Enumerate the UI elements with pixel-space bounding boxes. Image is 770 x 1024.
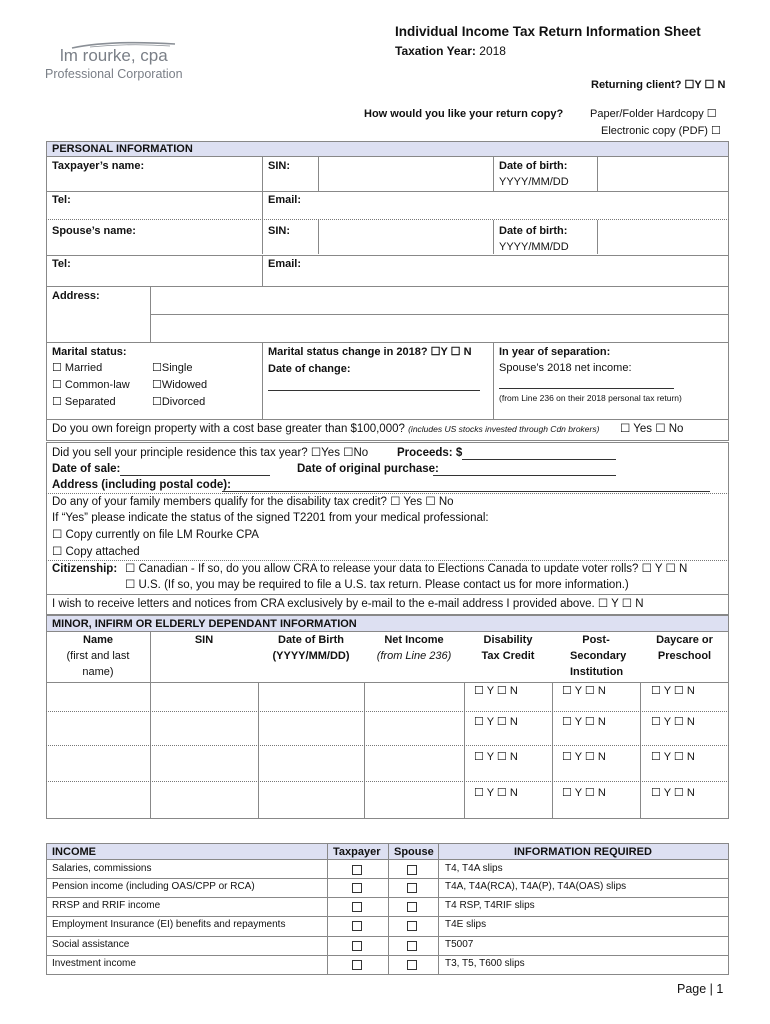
taxpayer-checkbox[interactable] [352, 960, 362, 970]
income-heading: INCOME [52, 846, 96, 858]
income-row-info: T4, T4A slips [445, 863, 503, 874]
date-of-change-label: Date of change: [268, 363, 351, 375]
single-checkbox[interactable]: ☐Single [152, 362, 193, 374]
col-sin-header: SIN [194, 634, 214, 646]
divorced-checkbox[interactable]: ☐Divorced [152, 396, 206, 408]
disability-if-yes: If “Yes” please indicate the status of the signed T2201 from your medical professional: [52, 512, 489, 524]
separated-checkbox[interactable]: ☐ Separated [52, 396, 116, 408]
disability-yn[interactable]: ☐ Y ☐ N [474, 716, 518, 728]
taxpayer-checkbox[interactable] [352, 902, 362, 912]
copy-on-file-checkbox[interactable]: ☐ Copy currently on file LM Rourke CPA [52, 529, 259, 541]
address-postal-input[interactable] [222, 491, 710, 492]
copy-question: How would you like your return copy? [364, 108, 564, 120]
income-row-info: T3, T5, T600 slips [445, 958, 525, 969]
page-title: Individual Income Tax Return Information Sheet [395, 24, 701, 39]
income-row-label: Pension income (including OAS/CPP or RCA) [52, 881, 255, 892]
page-number: Page | 1 [677, 982, 724, 996]
spouse-dob-label: Date of birth: [499, 225, 568, 237]
spouse-checkbox[interactable] [407, 941, 417, 951]
col-disability-header: Disability Tax Credit [481, 634, 535, 662]
spouse-email-label: Email: [268, 258, 302, 270]
income-row-label: RRSP and RRIF income [52, 900, 161, 911]
spouse-net-income-input[interactable] [499, 388, 674, 389]
foreign-property-question: Do you own foreign property with a cost base greater than $100,000? (includes US stocks invested through Cdn brokers) [52, 423, 600, 435]
citizenship-label: Citizenship: [52, 563, 118, 575]
proceeds-label: Proceeds: $ [397, 447, 463, 459]
address-line-1[interactable] [151, 287, 728, 314]
taxation-year: Taxation Year: 2018 [395, 44, 506, 58]
foreign-property-options[interactable]: ☐ Yes ☐ No [620, 423, 684, 435]
citizen-canadian-checkbox[interactable]: ☐ Canadian - If so, do you allow CRA to release your data to Elections Canada to update voter rolls? ☐ Y ☐ N [125, 563, 688, 575]
disability-yn[interactable]: ☐ Y ☐ N [474, 787, 518, 799]
daycare-yn[interactable]: ☐ Y ☐ N [651, 685, 695, 697]
income-row-info: T4E slips [445, 919, 487, 930]
taxpayer-sin-label: SIN: [268, 160, 290, 172]
marital-change-question[interactable]: Marital status change in 2018? ☐Y ☐ N [268, 346, 472, 358]
returning-client[interactable]: Returning client? ☐Y ☐ N [591, 79, 726, 91]
taxpayer-checkbox[interactable] [352, 865, 362, 875]
personal-info-heading: PERSONAL INFORMATION [46, 141, 729, 157]
widowed-checkbox[interactable]: ☐Widowed [152, 379, 208, 391]
post-secondary-yn[interactable]: ☐ Y ☐ N [562, 685, 606, 697]
address-label: Address: [52, 290, 100, 302]
daycare-yn[interactable]: ☐ Y ☐ N [651, 751, 695, 763]
spouse-checkbox[interactable] [407, 902, 417, 912]
date-of-sale-label: Date of sale: [52, 463, 121, 475]
copy-attached-checkbox[interactable]: ☐ Copy attached [52, 546, 140, 558]
taxpayer-dob-format: YYYY/MM/DD [499, 176, 569, 188]
income-row-label: Salaries, commissions [52, 863, 152, 874]
cra-email-question[interactable]: I wish to receive letters and notices from CRA exclusively by e-mail to the e-mail address I provided above. ☐ Y ☐ N [52, 598, 644, 610]
taxpayer-dob-label: Date of birth: [499, 160, 568, 172]
col-net-income-header: Net Income (from Line 236) [376, 634, 452, 662]
disability-yn[interactable]: ☐ Y ☐ N [474, 751, 518, 763]
post-secondary-yn[interactable]: ☐ Y ☐ N [562, 751, 606, 763]
income-row-label: Investment income [52, 958, 136, 969]
info-required-col-header: INFORMATION REQUIRED [514, 846, 652, 858]
date-of-purchase-input[interactable] [433, 475, 616, 476]
date-of-sale-input[interactable] [120, 475, 270, 476]
spouse-net-income-label: Spouse’s 2018 net income: [499, 362, 632, 374]
post-secondary-yn[interactable]: ☐ Y ☐ N [562, 716, 606, 728]
logo-name: lm rourke, cpa [60, 46, 168, 65]
from-line-note: (from Line 236 on their 2018 personal tax return) [499, 393, 682, 403]
married-checkbox[interactable]: ☐ Married [52, 362, 103, 374]
spouse-checkbox[interactable] [407, 960, 417, 970]
taxpayer-email-label: Email: [268, 194, 302, 206]
personal-info-section [46, 141, 729, 420]
logo-subtitle: Professional Corporation [45, 67, 183, 81]
address-line-2[interactable] [151, 315, 728, 342]
citizen-us-checkbox[interactable]: ☐ U.S. (If so, you may be required to file a U.S. tax return. Please contact us for more information.) [125, 579, 629, 591]
taxpayer-tel-label: Tel: [52, 194, 71, 206]
spouse-name-label: Spouse’s name: [52, 225, 136, 237]
income-row-info: T5007 [445, 939, 474, 950]
spouse-col-header: Spouse [394, 846, 434, 858]
date-of-change-input[interactable] [268, 390, 480, 391]
spouse-checkbox[interactable] [407, 865, 417, 875]
common-law-checkbox[interactable]: ☐ Common-law [52, 379, 130, 391]
spouse-checkbox[interactable] [407, 883, 417, 893]
taxpayer-checkbox[interactable] [352, 941, 362, 951]
col-daycare-header: Daycare or Preschool [656, 634, 713, 662]
date-of-purchase-label: Date of original purchase: [297, 463, 439, 475]
address-postal-label: Address (including postal code): [52, 479, 231, 491]
year-of-separation-label: In year of separation: [499, 346, 611, 358]
col-post-secondary-header: Post-Secondary Institution [570, 634, 627, 678]
taxpayer-col-header: Taxpayer [333, 846, 381, 858]
post-secondary-yn[interactable]: ☐ Y ☐ N [562, 787, 606, 799]
income-row-label: Employment Insurance (EI) benefits and repayments [52, 919, 286, 930]
col-name-header: Name (first and last name) [66, 634, 130, 678]
spouse-sin-label: SIN: [268, 225, 290, 237]
col-dob-header: Date of Birth (YYYY/MM/DD) [272, 634, 350, 662]
copy-option-paper[interactable]: Paper/Folder Hardcopy ☐ [590, 108, 717, 120]
spouse-tel-label: Tel: [52, 258, 71, 270]
taxpayer-checkbox[interactable] [352, 883, 362, 893]
disability-yn[interactable]: ☐ Y ☐ N [474, 685, 518, 697]
taxpayer-checkbox[interactable] [352, 921, 362, 931]
daycare-yn[interactable]: ☐ Y ☐ N [651, 787, 695, 799]
copy-option-pdf[interactable]: Electronic copy (PDF) ☐ [601, 125, 721, 137]
spouse-checkbox[interactable] [407, 921, 417, 931]
income-row-label: Social assistance [52, 939, 130, 950]
marital-status-label: Marital status: [52, 346, 127, 358]
proceeds-input[interactable] [462, 459, 616, 460]
dependants-heading: MINOR, INFIRM OR ELDERLY DEPENDANT INFORMATION [46, 615, 729, 632]
daycare-yn[interactable]: ☐ Y ☐ N [651, 716, 695, 728]
income-row-info: T4 RSP, T4RIF slips [445, 900, 535, 911]
residence-question[interactable]: Did you sell your principle residence this tax year? ☐Yes ☐No [52, 447, 369, 459]
spouse-dob-format: YYYY/MM/DD [499, 241, 569, 253]
taxpayer-name-label: Taxpayer’s name: [52, 160, 145, 172]
disability-question[interactable]: Do any of your family members qualify for the disability tax credit? ☐ Yes ☐ No [52, 496, 454, 508]
income-row-info: T4A, T4A(RCA), T4A(P), T4A(OAS) slips [445, 881, 627, 892]
